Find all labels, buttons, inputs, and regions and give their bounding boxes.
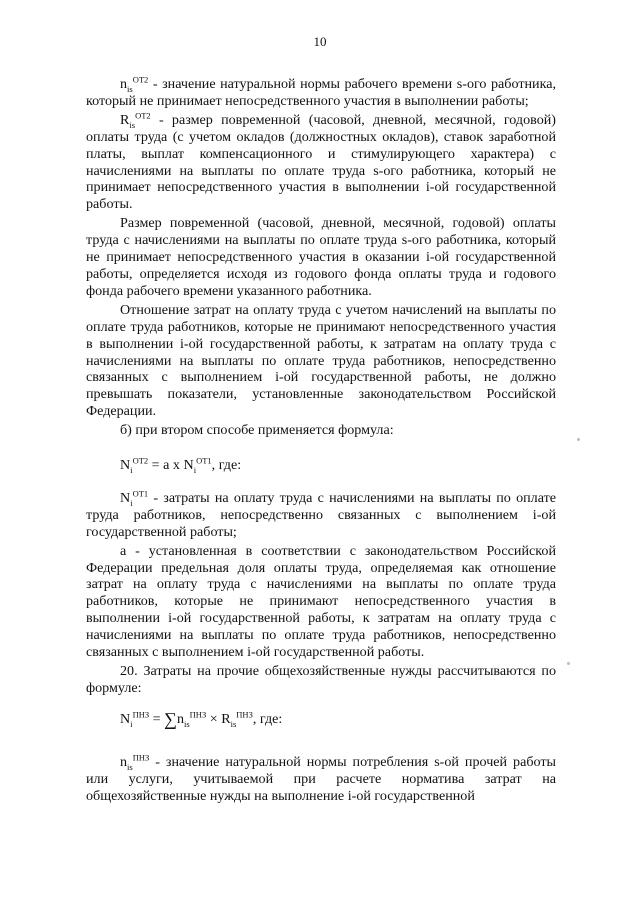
formula-pnz: $N_i^{ПНЗ} = \sum n_{is}^{ПНЗ} \times R_{is}^{ПНЗ}$, где: (120, 708, 283, 729)
symbol-superscript: ОТ1 (132, 488, 149, 499)
paragraph-text: Отношение затрат на оплату труда с учетом начислений на выплаты по оплате труда работников, которые не принимают непосредственного участия в выполнении i-ой государственной работы, к затратам на оплату труда с начислениями на выплаты по оплате труда работников, непосредственно связанных с выполнением i-ой государственной работы, не должно превышать показатели, установленные законодательством Российской Федерации. (86, 301, 556, 420)
paragraph-text: б) при втором способе применяется формула: (120, 422, 394, 439)
paragraph (86, 302, 556, 420)
paragraph (86, 112, 556, 213)
symbol: R (120, 111, 130, 128)
paragraph (86, 490, 556, 541)
formula-ot2: $N_i^{ОТ2} = a$ x $N_i^{ОТ1}$, где: (120, 455, 242, 475)
symbol-subscript: is (129, 119, 136, 130)
symbol-superscript: ОТ2 (135, 110, 151, 121)
symbol: n (120, 76, 128, 92)
paragraph-group-1 (86, 76, 556, 439)
paragraph-group-2 (86, 490, 556, 697)
paragraph (86, 754, 556, 805)
symbol: n (120, 753, 128, 770)
symbol-subscript: i (130, 497, 133, 508)
document-body (86, 76, 556, 806)
symbol-superscript: ПНЗ (132, 752, 150, 763)
paragraph (86, 76, 556, 110)
scan-speck (567, 662, 570, 665)
symbol-subscript: is (127, 83, 133, 94)
paragraph (86, 215, 556, 300)
symbol-superscript: ОТ2 (132, 74, 149, 85)
paragraph-text: - значение натуральной нормы потребления s-ой прочей работы или услуги, учитываемой при расчете норматива затрат на общехозяйственные нужды на выполнение i-ой государственной (86, 753, 556, 804)
symbol: N (120, 489, 131, 506)
paragraph-text: Размер повременной (часовой, дневной, месячной, годовой) оплаты труда с начислениями на выплаты по оплате труда s-ого работника, который не принимает непосредственного участия в оказании i-ой государственной работы, определяется исходя из годового фонда оплаты труда и годового фонда рабочего времени указанного работника. (86, 215, 556, 299)
paragraph-text: - затраты на оплату труда с начислениями на выплаты по оплате труда работников, непосредственно связанных с выполнением i-ой государственной работы; (86, 489, 556, 540)
paragraph (86, 543, 556, 661)
paragraph-text: а - установленная в соответствии с законодательством Российской Федерации предельная доля оплаты труда, определяемая как отношение затрат на оплату труда с начислениями на выплаты по оплате труда работников, которые не принимают непосредственного участия в выполнении i-ой государственной работы, к затратам на оплату труда с начислениями на выплаты по оплате труда работников, непосредственно связанных с выполнением i-ой государственной работы. (86, 542, 556, 661)
page-number: 10 (313, 34, 327, 49)
paragraph (86, 663, 556, 697)
symbol-subscript: is (127, 761, 133, 772)
paragraph-text: - значение натуральной нормы рабочего времени s-ого работника, который не принимает непосредственного участия в выполнении работы; (86, 76, 556, 109)
paragraph-text: - размер повременной (часовой, дневной, месячной, годовой) оплаты труда (с учетом окладов (должностных окладов), ставок заработной платы, выплат компенсационного и стимулирующего характера) с начислениями на выплаты по оплате труда s-ого работника, который не принимает непосредственного участия в выполнении i-ой государственной работы. (86, 111, 556, 213)
paragraph-text: 20. Затраты на прочие общехозяйственные нужды рассчитываются по формуле: (86, 663, 556, 696)
scan-speck (577, 438, 580, 441)
paragraph (86, 422, 556, 439)
paragraph-group-3 (86, 754, 556, 805)
